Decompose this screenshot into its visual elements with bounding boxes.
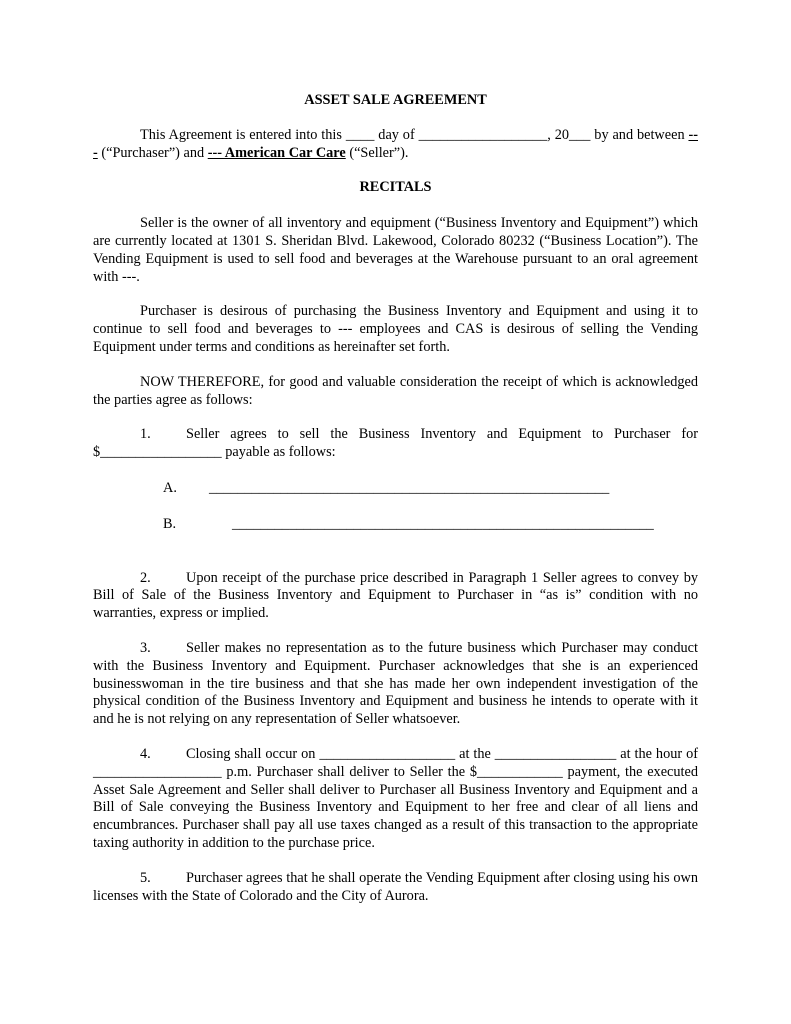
recital-paragraph-2: Purchaser is desirous of purchasing the Business Inventory and Equipment and using it to continue to sell food and beverages to --- employees and CAS is desirous of selling the Vending Equipment under terms and conditions as hereinafter set forth. [93,303,698,355]
document-page [93,92,698,905]
intro-text-3: (“Seller”). [345,144,409,161]
section-4 [93,746,698,853]
section-number: 1. [140,426,151,443]
document-title: ASSET SALE AGREEMENT [304,92,487,108]
section-5 [93,870,698,906]
now-therefore-paragraph: NOW THEREFORE, for good and valuable consideration the receipt of which is acknowledged the parties agree as follows: [93,373,698,408]
section-number: 3. [140,639,151,656]
seller-name: --- American Car Care [207,144,346,161]
subitem-b [163,516,698,534]
subitem-label: A. [163,479,177,496]
recital-paragraph-1: Seller is the owner of all inventory and equipment (“Business Inventory and Equipment”) which are currently located at 1301 S. Sheridan Blvd. Lakewood, Colorado 80232 (“Business Location”). The Vending Equipment is used to sell food and beverages at the Warehouse pursuant to an oral agreement with ---. [93,215,698,285]
section-text: Upon receipt of the purchase price described in Paragraph 1 Seller agrees to convey by Bill of Sale of the Business Inventory and Equipment to Purchaser in “as is” condition with no warranties, express or implied. [93,569,698,622]
intro-text-2: (“Purchaser”) and [97,144,208,161]
subitem-a [163,480,698,498]
section-1 [93,426,698,462]
section-text: Purchaser agrees that he shall operate the Vending Equipment after closing using his own licenses with the State of Colorado and the City of Aurora. [93,869,698,904]
subitem-blank: ___________________________________________________________ [232,515,654,532]
purchaser-name-blank: --- [93,126,698,161]
section-number: 4. [140,745,151,762]
subitem-blank: ________________________________________________________ [209,479,610,496]
section-text: Closing shall occur on ___________________ at the _________________ at the hour of __________________ p.m. Purchaser shall deliver to Seller the $____________ payment, the executed Asset Sale Agreement and Seller shall deliver to Purchaser all Business Inventory and Equipment and a Bill of Sale conveying the Business Inventory and Equipment to her free and clear of all liens and encumbrances. Purchaser shall pay all use taxes changed as a result of this transaction to the appropriate taxing authority in addition to the purchase price. [93,745,698,851]
recitals-heading: RECITALS [359,179,432,196]
section-2 [93,570,698,623]
intro-paragraph [93,127,698,163]
subitem-label: B. [163,515,177,532]
section-number: 5. [140,869,151,886]
section-text: Seller agrees to sell the Business Inventory and Equipment to Purchaser for $_________________ payable as follows: [93,426,698,461]
section-number: 2. [140,569,151,586]
section-3 [93,640,698,729]
section-text: Seller makes no representation as to the future business which Purchaser may conduct with the Business Inventory and Equipment. Purchaser acknowledges that she is an experienced businesswoman in the tire business and that she has made her own independent investigation of the physical condition of the Business Inventory and Equipment and business he intends to operate with it and he is not relying on any representation of Seller whatsoever. [93,639,698,728]
intro-text-1: This Agreement is entered into this ____ day of __________________, 20___ by and between [140,126,689,143]
